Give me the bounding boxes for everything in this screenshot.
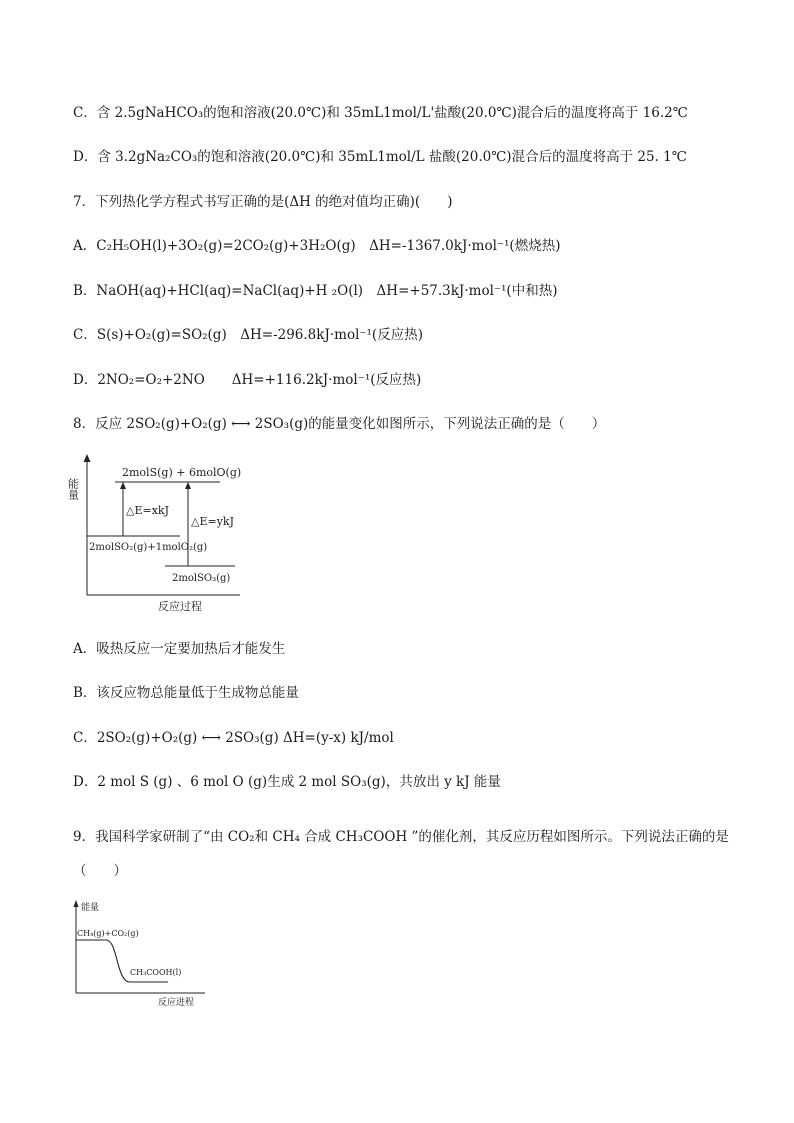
arrow-y-head (185, 482, 191, 489)
q8-stem: 8．反应 2SO₂(g)+O₂(g) ⟷ 2SO₃(g)的能量变化如图所示，下列说法正确的是（ ） (73, 416, 606, 432)
q9-energy-diagram (70, 898, 210, 1010)
q8-option-b: B．该反应物总能量低于生成物总能量 (73, 685, 299, 701)
arrow-y-label: △E=ykJ (191, 515, 234, 528)
product-level-label: 2molSO₃(g) (172, 573, 231, 584)
q8-option-d: D．2 mol S (g) 、6 mol O (g)生成 2 mol SO₃(g)，共放出 y kJ 能量 (73, 774, 501, 790)
q9-stem: 9．我国科学家研制了“由 CO₂和 CH₄ 合成 CH₃COOH ”的催化剂，其反应历程如图所示。下列说法正确的是（ ） (73, 829, 729, 879)
q8-option-a: A．吸热反应一定要加热后才能发生 (73, 641, 286, 657)
q6-option-d: D．含 3.2gNa₂CO₃的饱和溶液(20.0℃)和 35mL1mol/L 盐酸(20.0℃)混合后的温度将高于 25. 1℃ (73, 149, 687, 165)
q7-option-c: C．S(s)+O₂(g)=SO₂(g) ΔH=-296.8kJ·mol⁻¹(反应热) (73, 327, 423, 343)
q7-option-a: A．C₂H₅OH(l)+3O₂(g)=2CO₂(g)+3H₂O(g) ΔH=-1367.0kJ·mol⁻¹(燃烧热) (73, 238, 561, 254)
arrow-x-label: △E=xkJ (126, 504, 169, 517)
q6-option-c: C．含 2.5gNaHCO₃的饱和溶液(20.0℃)和 35mL1mol/L'盐酸(20.0℃)混合后的温度将高于 16.2℃ (73, 105, 688, 121)
q7-option-d: D．2NO₂=O₂+2NO ΔH=+116.2kJ·mol⁻¹(反应热) (73, 372, 422, 388)
q8-energy-diagram (66, 450, 250, 620)
arrow-x-head (120, 482, 126, 489)
y-axis-arrowhead (74, 900, 79, 907)
x-axis-label: 反应进程 (158, 998, 195, 1008)
y-axis-label: 能量 (81, 903, 100, 913)
x-axis-label: 反应过程 (158, 600, 202, 613)
reactant-level-label: 2molSO₂(g)+1molO₂(g) (89, 542, 208, 553)
product-label: CH₃COOH(l) (130, 968, 182, 977)
y-axis-label: 能量 (66, 478, 80, 500)
reactant-label: CH₄(g)+CO₂(g) (77, 929, 139, 938)
y-axis-arrowhead (84, 454, 91, 462)
top-level-label: 2molS(g) + 6molO(g) (122, 466, 242, 479)
q7-stem: 7．下列热化学方程式书写正确的是(ΔH 的绝对值均正确)( ) (73, 194, 453, 210)
q7-option-b: B．NaOH(aq)+HCl(aq)=NaCl(aq)+H ₂O(l) ΔH=+57.3kJ·mol⁻¹(中和热) (73, 283, 558, 299)
q8-option-c: C．2SO₂(g)+O₂(g) ⟷ 2SO₃(g) ΔH=(y-x) kJ/mol (73, 730, 394, 746)
